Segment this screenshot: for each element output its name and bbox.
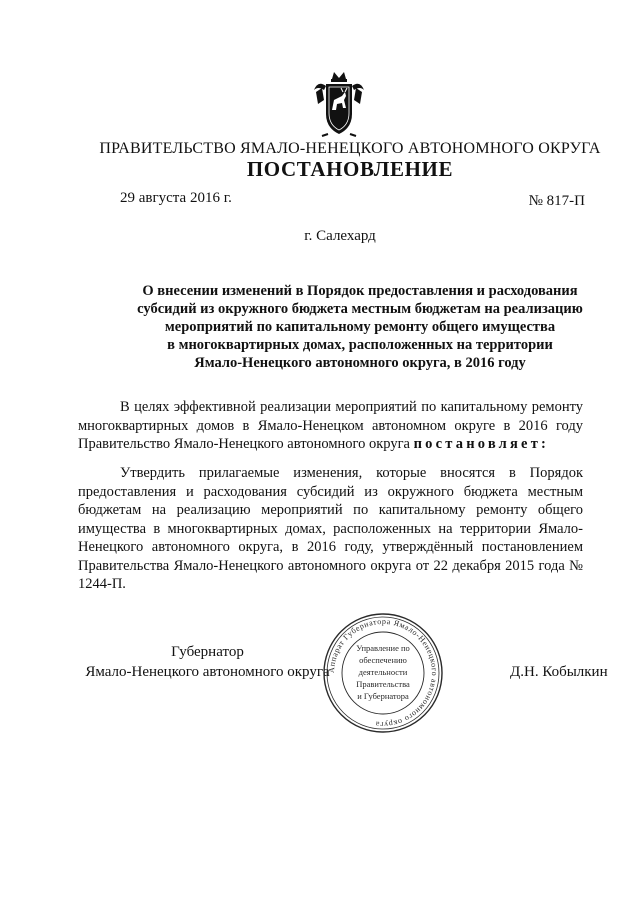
coat-of-arms-icon [312, 70, 366, 138]
resolution-paragraph: Утвердить прилагаемые изменения, которые вносятся в Порядок предоставления и расходования субсидий из окружного бюджета местным бюджетам на реализацию мероприятий по капитальному ремонту общего имущества в многоквартирных домах, расположенных на территории Ямало-Ненецкого автономного округа, в 2016 году, утверждённый постановлением Правительства Ямало-Ненецкого автономного округа от 22 декабря 2015 года № 1244-П. [78, 465, 583, 592]
document-number: № 817-П [528, 193, 585, 209]
preamble-paragraph [78, 398, 583, 454]
stamp-inner-line: Правительства [356, 679, 410, 689]
document-date: 29 августа 2016 г. [120, 190, 232, 206]
document-type: ПОСТАНОВЛЕНИЕ [246, 157, 454, 181]
heading-line: мероприятий по капитальному ремонту общего имущества [164, 319, 556, 335]
stamp-inner-line: обеспечению [359, 655, 407, 665]
signatory-position [80, 642, 335, 682]
signatory-title: Губернатор [171, 644, 244, 660]
heading-line: О внесении изменений в Порядок предоставления и расходования [142, 283, 578, 299]
document-heading [100, 282, 620, 372]
heading-line: в многоквартирных домах, расположенных на территории [167, 337, 553, 353]
heading-line: Ямало-Ненецкого автономного округа, в 2016 году [194, 355, 526, 371]
signatory-region: Ямало-Ненецкого автономного округа [85, 664, 330, 680]
stamp-inner-line: и Губернатора [357, 691, 409, 701]
signatory-name: Д.Н. Кобылкин [510, 664, 608, 680]
preamble-text: В целях эффективной реализации мероприятий по капитальному ремонту многоквартирных домов в Ямало-Ненецком автономном округе в 2016 году Правительство Ямало-Ненецкого автономного округа [78, 399, 583, 452]
document-city: г. Салехард [304, 228, 376, 244]
stamp-ring-path: Аппарат Губернатора Ямало-Ненецкого автономного округа [326, 616, 440, 730]
decree-word: постановляет: [413, 436, 550, 452]
official-stamp [322, 612, 444, 734]
heading-line: субсидий из окружного бюджета местным бюджетам на реализацию [137, 301, 583, 317]
stamp-inner-line: деятельности [358, 667, 408, 677]
stamp-inner-line: Управление по [356, 643, 410, 653]
government-name: ПРАВИТЕЛЬСТВО ЯМАЛО-НЕНЕЦКОГО АВТОНОМНОГО ОКРУГА [99, 140, 601, 157]
